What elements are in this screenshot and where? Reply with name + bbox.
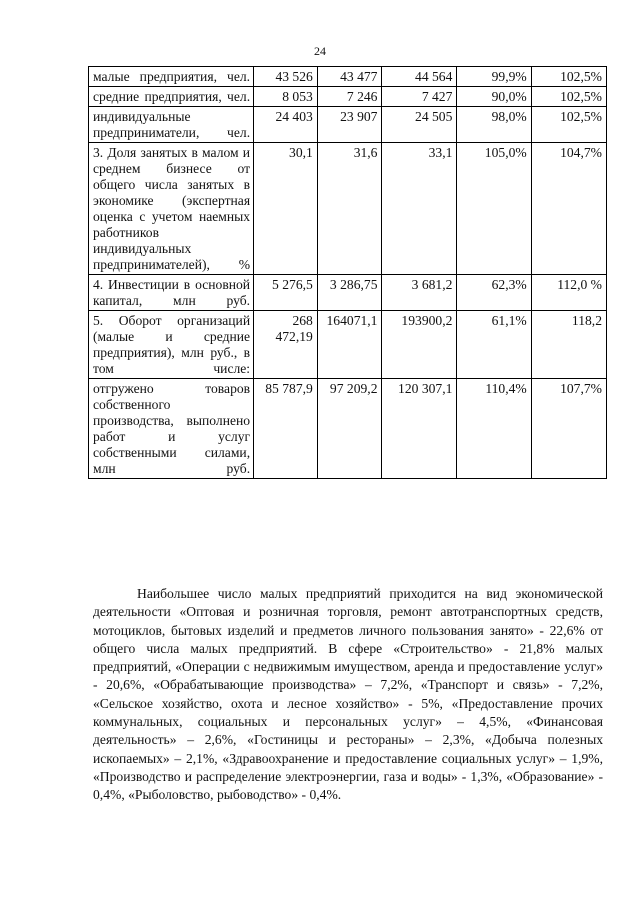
- table-cell: 118,2: [531, 311, 606, 379]
- table-row: [89, 311, 607, 379]
- table-cell: 23 907: [317, 107, 382, 143]
- table-cell: 3 681,2: [382, 275, 457, 311]
- table-cell: 99,9%: [457, 67, 531, 87]
- row-label: средние предприятия, чел.: [89, 87, 254, 107]
- table-cell: 90,0%: [457, 87, 531, 107]
- body-paragraph: Наибольшее число малых предприятий приходится на вид экономической деятельности «Оптовая и розничная торговля, ремонт автотранспортных средств, мотоциклов, бытовых изделий и предметов личного пользования занято» - 22,6% от общего числа малых предприятий. В сфере «Строительство» - 21,8% малых предприятий, «Операции с недвижимым имуществом, аренда и предоставление услуг» - 20,6%, «Обрабатывающие производства» – 7,2%, «Транспорт и связь» - 7,2%, «Сельское хозяйство, охота и лесное хозяйство» - 5%, «Предоставление прочих коммунальных, социальных и персональных услуг» – 4,5%, «Финансовая деятельность» – 2,6%, «Гостиницы и рестораны» – 2,3%, «Добыча полезных ископаемых» – 2,1%, «Здравоохранение и предоставление социальных услуг» – 1,9%, «Производство и распределение электроэнергии, газа и воды» - 1,3%, «Образование» - 0,4%, «Рыболовство, рыбоводство» - 0,4%.: [93, 586, 603, 803]
- page-number: 24: [314, 44, 326, 58]
- table-cell: 102,5%: [531, 107, 606, 143]
- table-cell: 62,3%: [457, 275, 531, 311]
- table-cell: 61,1%: [457, 311, 531, 379]
- statistics-table: [88, 66, 607, 479]
- table-cell: 112,0 %: [531, 275, 606, 311]
- statistics-table-body: [89, 67, 607, 479]
- table-row: [89, 107, 607, 143]
- table-cell: 24 505: [382, 107, 457, 143]
- table-cell: 44 564: [382, 67, 457, 87]
- table-cell: 31,6: [317, 143, 382, 275]
- table-cell: 97 209,2: [317, 379, 382, 479]
- table-cell: 164071,1: [317, 311, 382, 379]
- table-cell: 120 307,1: [382, 379, 457, 479]
- table-cell: 43 477: [317, 67, 382, 87]
- table-cell: 85 787,9: [254, 379, 318, 479]
- row-label: индивидуальные предприниматели, чел.: [89, 107, 254, 143]
- table-cell: 43 526: [254, 67, 318, 87]
- table-cell: 110,4%: [457, 379, 531, 479]
- table-cell: 105,0%: [457, 143, 531, 275]
- table-cell: 7 427: [382, 87, 457, 107]
- table-cell: 268 472,19: [254, 311, 318, 379]
- table-cell: 7 246: [317, 87, 382, 107]
- table-cell: 3 286,75: [317, 275, 382, 311]
- table-cell: 102,5%: [531, 87, 606, 107]
- table-cell: 193900,2: [382, 311, 457, 379]
- table-row: [89, 275, 607, 311]
- row-label: отгружено товаров собственного производства, выполнено работ и услуг собственными силами, млн руб.: [89, 379, 254, 479]
- table-cell: 5 276,5: [254, 275, 318, 311]
- table-row: [89, 379, 607, 479]
- table-cell: 33,1: [382, 143, 457, 275]
- table-cell: 30,1: [254, 143, 318, 275]
- table-cell: 104,7%: [531, 143, 606, 275]
- row-label: 5. Оборот организаций (малые и средние предприятия), млн руб., в том числе:: [89, 311, 254, 379]
- table-cell: 102,5%: [531, 67, 606, 87]
- table-cell: 24 403: [254, 107, 318, 143]
- table-row: [89, 143, 607, 275]
- table-cell: 98,0%: [457, 107, 531, 143]
- row-label: 3. Доля занятых в малом и среднем бизнесе от общего числа занятых в экономике (экспертная оценка с учетом наемных работников индивидуальных предпринимателей), %: [89, 143, 254, 275]
- table-cell: 107,7%: [531, 379, 606, 479]
- table-cell: 8 053: [254, 87, 318, 107]
- table-row: [89, 87, 607, 107]
- row-label: 4. Инвестиции в основной капитал, млн руб.: [89, 275, 254, 311]
- row-label: малые предприятия, чел.: [89, 67, 254, 87]
- table-row: [89, 67, 607, 87]
